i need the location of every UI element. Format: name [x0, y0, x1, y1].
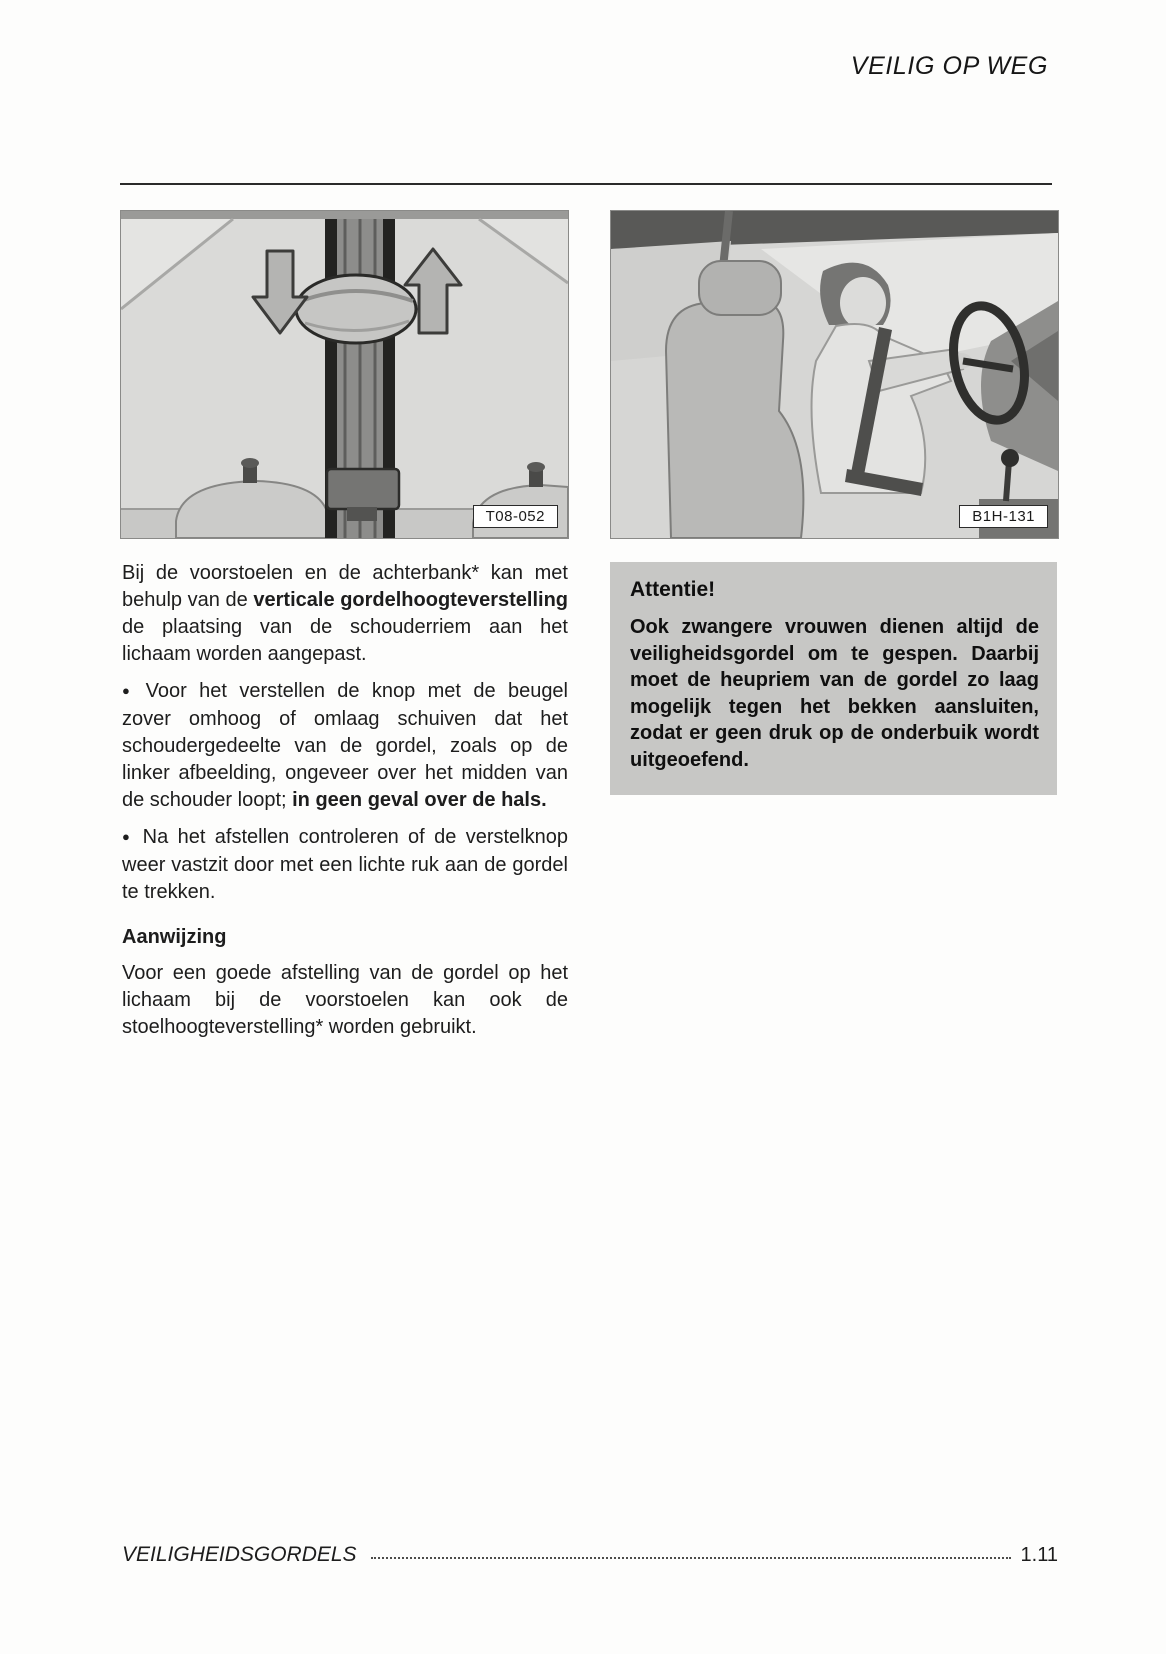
bullet-icon: ● [122, 829, 134, 844]
note-heading: Aanwijzing [122, 926, 227, 948]
attention-body: Ook zwangere vrouwen dienen altijd de veiligheidsgordel om te gespen. Daarbij moet de heupriem van de gordel zo laag mogelijk tegen het bekken aansluiten, zodat er geen druk op de onderbuik wordt uitgeoefend. [630, 616, 1039, 771]
figure-pregnant-driver [610, 210, 1059, 539]
figure-code-label: B1H-131 [959, 505, 1048, 528]
text-run: Voor het verstellen de knop met de beugel zover omhoog of omlaag schuiven dat het schoudergedeelte van de gordel, zoals op de linker afbeelding, ongeveer over het midden van de schouder loopt; [122, 680, 569, 811]
figure-belt-height-adjuster [120, 210, 569, 539]
page-number: 1.11 [1020, 1543, 1058, 1566]
body-text-column [122, 560, 568, 1051]
text-run-bold: in geen geval over de hals. [292, 789, 547, 811]
bullet-item [122, 824, 568, 906]
driver-illustration [611, 211, 1058, 538]
adjuster-knob [296, 275, 416, 343]
bullet-item [122, 678, 568, 814]
b-pillar-and-belt [325, 219, 399, 538]
figure-code-label: T08-052 [473, 505, 558, 528]
attention-title: Attentie! [630, 578, 716, 601]
attention-box [610, 562, 1057, 795]
footer-divider [371, 1557, 1011, 1559]
bullet-icon: ● [122, 683, 137, 698]
page-footer [122, 1543, 1058, 1567]
footer-section-label: VEILIGHEIDSGORDELS [122, 1543, 357, 1566]
text-run: de plaatsing van de schouderriem aan het lichaam worden aangepast. [122, 616, 568, 665]
text-run: Bij de voorstoelen en de achterbank* kan met behulp van de [122, 562, 568, 611]
text-run-bold: verticale gordelhoogteverstelling [253, 589, 568, 611]
paragraph-intro [122, 560, 568, 668]
paragraph-note: Voor een goede afstelling van de gordel op het lichaam bij de voorstoelen kan ook de stoelhoogteverstelling* worden gebruikt. [122, 962, 568, 1038]
text-run: Na het afstellen controleren of de verstelknop weer vastzit door met een lichte ruk aan de gordel te trekken. [122, 826, 568, 903]
header-divider [120, 183, 1052, 185]
page-header-title: VEILIG OP WEG [850, 52, 1048, 80]
belt-adjuster-illustration [121, 211, 568, 538]
